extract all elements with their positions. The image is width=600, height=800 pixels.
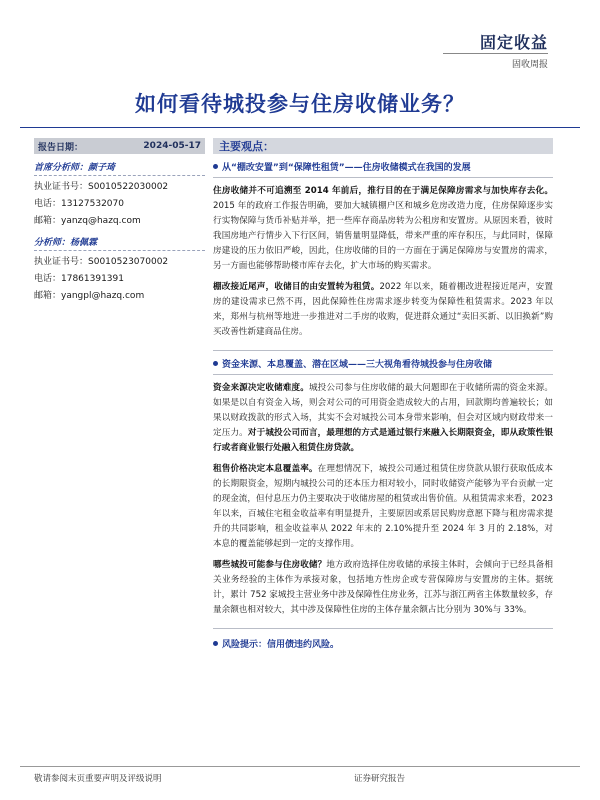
analyst-phone: 电话：17861391391 bbox=[34, 274, 124, 284]
paragraph-3-body: 城投公司参与住房收储的最大问题即在于收储所需的资金来源。如果是以自有资金入场，则会对公司的可用资金造成较大的占用，回款期均普遍较长；如果以财政拨款的形式入场，其实不会对城投公司本身带来影响，但会对区域内财政带来一定压力。 bbox=[213, 383, 553, 438]
paragraph-4 bbox=[213, 462, 553, 552]
main-views-column bbox=[213, 138, 553, 650]
paragraph-4-lead: 租售价格决定本息覆盖率。 bbox=[213, 464, 318, 474]
footer-divider bbox=[20, 766, 580, 767]
footer-report-type: 证券研究报告 bbox=[354, 774, 406, 784]
chief-analyst-email[interactable]: 邮箱：yanzq@hazq.com bbox=[34, 216, 141, 226]
paragraph-3-conclusion: 对于城投公司而言，最理想的方式是通过银行来融入长期限资金，即从政策性银行或者商业银行处融入租赁住房贷款。 bbox=[213, 428, 553, 453]
header-title bbox=[480, 30, 548, 53]
paragraph-1 bbox=[213, 184, 553, 274]
analyst-email[interactable]: 邮箱：yangpl@hazq.com bbox=[34, 291, 145, 301]
bullet-icon bbox=[213, 361, 218, 366]
chief-analyst-cert: 执业证书号：S0010522030002 bbox=[34, 182, 169, 192]
paragraph-2-lead: 棚改接近尾声，收储目的由安置转为租赁。 bbox=[213, 282, 380, 292]
section-divider bbox=[213, 350, 553, 351]
section-divider bbox=[213, 177, 553, 178]
report-date-bar bbox=[34, 138, 205, 154]
paragraph-2-body: 2022 年以来，随着棚改进程接近尾声，安置房的建设需求已然不再，因此保障性住房需求逐步转变为保障性租赁需求。2023 年以来，郑州与杭州等地进一步推进对二手房的收购，促进群众通过“卖旧买新、以旧换新”购买改善性新建商品住房。 bbox=[213, 282, 553, 337]
paragraph-5-lead: 哪些城投可能参与住房收储？ bbox=[213, 560, 327, 570]
section-divider bbox=[213, 628, 553, 629]
title-divider bbox=[20, 127, 580, 128]
main-views-title: 主要观点： bbox=[213, 138, 553, 154]
report-info-column bbox=[34, 138, 205, 302]
header-divider bbox=[443, 53, 548, 54]
section-heading-1 bbox=[213, 160, 553, 173]
bullet-icon bbox=[213, 641, 218, 646]
header-subtitle: 固收周报 bbox=[511, 60, 548, 70]
analyst-name: 分析师：杨佩霖 bbox=[34, 235, 205, 251]
chief-analyst-name: 首席分析师：颜子琦 bbox=[34, 160, 205, 176]
paragraph-1-body: 2015 年的政府工作报告明确，要加大城镇棚户区和城乡危房改造力度，住房保障逐步实行实物保障与货币补贴并举，把一些库存商品房转为公租房和安置房。从原因来看，彼时我国房地产行情步入下行区间，销售量明显降低，带来严重的库存积压，与此同时，保障房建设的压力依旧严峻，因此，住房收储的目的一方面在于满足保障房与安置房的需求，另一方面也能够帮助楼市库存去化，扩大市场的购买需求。 bbox=[213, 201, 553, 271]
report-date-label: 报告日期： bbox=[38, 142, 84, 153]
risk-warning bbox=[213, 637, 553, 650]
report-date-value: 2024-05-17 bbox=[143, 141, 201, 151]
paragraph-1-lead: 住房收储并不可追溯至 2014 年前后，推行目的在于满足保障房需求与加快库存去化。 bbox=[213, 186, 553, 196]
paragraph-5 bbox=[213, 558, 553, 618]
paragraph-3-lead: 资金来源决定收储难度。 bbox=[213, 383, 309, 393]
paragraph-5-body: 地方政府选择住房收储的承接主体时，会倾向于已经具备相关业务经验的主体作为承接对象，包括地方性房企或专营保障房与安置房的主体。据统计，累计 752 家城投主营业务中涉及保障性住房业务，江苏与浙江两省主体数量较多，存量余额也相对较大，其中涉及保障性住房的主体存量余额占比分别为 30%与 33%。 bbox=[213, 560, 553, 615]
section-heading-2 bbox=[213, 357, 553, 370]
section-divider bbox=[213, 374, 553, 375]
paragraph-3 bbox=[213, 381, 553, 456]
bullet-icon bbox=[213, 164, 218, 169]
paragraph-4-body: 在理想情况下，城投公司通过租赁住房贷款从银行获取低成本的长期限资金，短期内城投公司的还本压力相对较小，同时收储资产能够为平台贡献一定的现金流，但付息压力仍主要取决于收储房屋的租赁或出售价值。从租赁需求来看，2023 年以来，百城住宅租金收益率有明显提升，主要原因或系居民购房意愿下降与租房需求提升的共同影响，租金收益率从 2022 年末的 2.10%提升至 2024 年 3 月的 2.18%，对本息的覆盖能够起到一定的支撑作用。 bbox=[213, 464, 553, 549]
section-heading-2-text: 资金来源、本息覆盖、潜在区域——三大视角看待城投参与住房收储 bbox=[222, 360, 493, 370]
header-title-text: 固定收益 bbox=[479, 33, 548, 52]
paragraph-2 bbox=[213, 280, 553, 340]
document-title: 如何看待城投参与住房收储业务？ bbox=[135, 92, 465, 116]
analyst-cert: 执业证书号：S0010523070002 bbox=[34, 257, 169, 267]
footer-disclaimer: 敬请参阅末页重要声明及评级说明 bbox=[34, 774, 162, 784]
chief-analyst-phone: 电话：13127532070 bbox=[34, 199, 124, 209]
risk-warning-text: 风险提示：信用债违约风险。 bbox=[222, 640, 340, 650]
section-heading-1-text: 从“棚改安置”到“保障性租赁”——住房收储模式在我国的发展 bbox=[222, 163, 471, 173]
